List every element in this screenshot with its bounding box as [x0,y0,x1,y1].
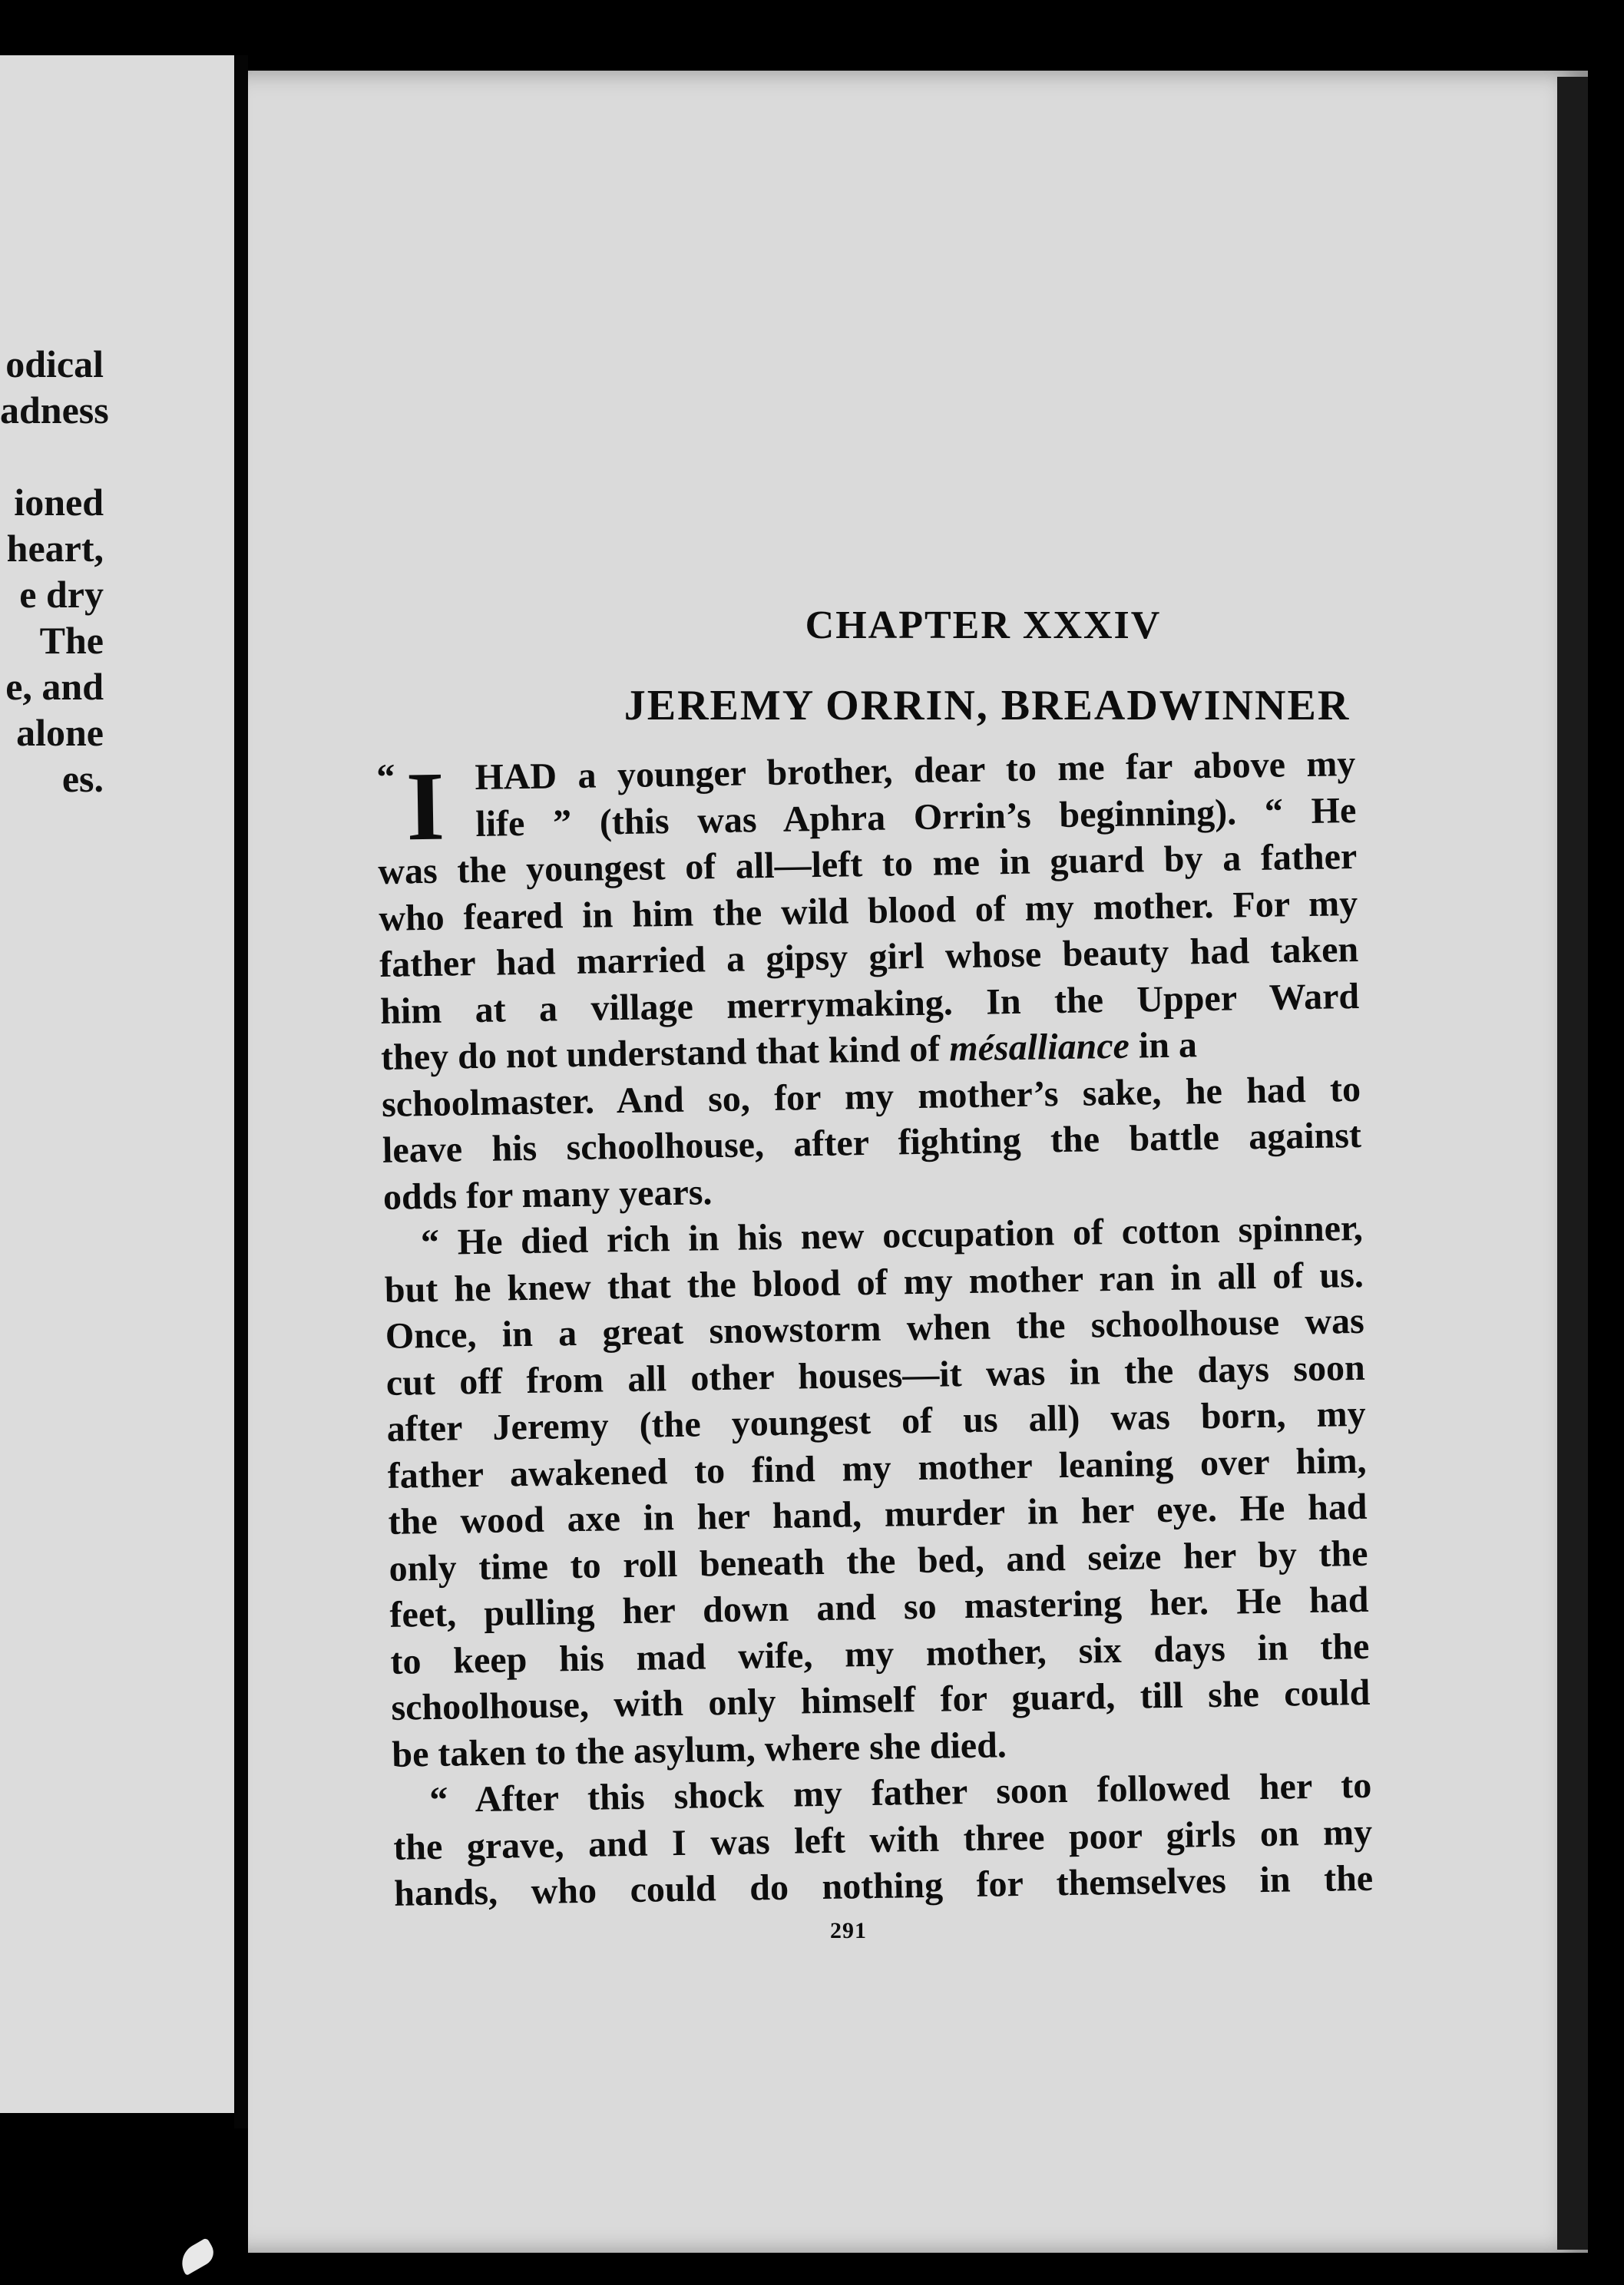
text-line: but he knew that the blood of my mother ran in all of us. [384,1254,1364,1311]
text-line: the grave, and I was left with three poor girls on my [392,1811,1373,1868]
text-line: HAD a younger brother, dear to me far above my [475,742,1356,798]
text-line: him at a village merrymaking. In the Upper Ward [379,975,1360,1032]
text-line: only time to roll beneath the bed, and seize her by the [389,1533,1368,1589]
text-line: was the youngest of all—left to me in guard by a father [377,835,1358,892]
text-line-part: in a [1129,1024,1198,1066]
left-page-fragment: The [39,619,104,662]
scan-artifact [175,2237,219,2276]
drop-cap: I [405,751,445,861]
text-line: father had married a gipsy girl whose beauty had taken [379,928,1359,985]
text-line: “ He died rich in his new occupation of cotton spinner, [420,1207,1364,1264]
text-line: feet, pulling her down and so mastering her. He had [389,1579,1369,1635]
text-line: after Jeremy (the youngest of us all) was born, my [386,1393,1367,1450]
left-page-fragment: alone [16,711,104,754]
text-line: cut off from all other houses—it was in the days soon [385,1347,1366,1404]
text-line: hands, who could do nothing for themselves in the [393,1857,1374,1914]
left-page-fragment: e dry [19,573,104,616]
text-line: to keep his mad wife, my mother, six days in the [390,1625,1370,1682]
left-page-edge [0,55,234,2113]
chapter-title: JEREMY ORRIN, BREADWINNER [623,682,1351,729]
text-line: be taken to the asylum, where she died. [392,1724,1007,1775]
left-page-fragment: ioned [14,481,104,524]
text-line: life ” (this was Aphra Orrin’s beginning). “ He [475,789,1357,845]
left-page-fragment: e, and [5,665,104,708]
text-line: who feared in him the wild blood of my mother. For my [378,882,1358,939]
text-line-part: they do not understand that kind of [380,1028,950,1078]
book-gutter [234,55,248,2128]
left-page-fragment: adness [0,389,109,432]
opening-paragraph-start [376,741,1357,861]
text-line: leave his schoolhouse, after fighting the battle against [382,1114,1362,1171]
opening-quote: “ [376,756,395,798]
page-number: 291 [830,1918,867,1943]
chapter-body [376,741,1374,1917]
page-edge-shadow [1557,77,1588,2250]
left-page-fragment: heart, [6,527,104,570]
left-page-fragment: es. [61,757,104,800]
text-line: schoolmaster. And so, for my mother’s sake, he had to [381,1068,1361,1125]
text-line: schoolhouse, with only himself for guard, till she could [391,1672,1371,1728]
text-line: odds for many years. [382,1171,713,1218]
text-line: Once, in a great snowstorm when the schoolhouse was [385,1300,1365,1357]
left-page-fragment: odical [5,342,104,385]
text-line: father awakened to find my mother leaning over him, [387,1440,1367,1496]
text-line-part [949,1020,1361,1073]
text-line: the wood axe in her hand, murder in her eye. He had [388,1486,1368,1543]
text-line: “ After this shock my father soon followed her to [428,1764,1372,1821]
italic-word: mésalliance [948,1025,1130,1070]
chapter-number: CHAPTER XXXIV [805,603,1162,647]
